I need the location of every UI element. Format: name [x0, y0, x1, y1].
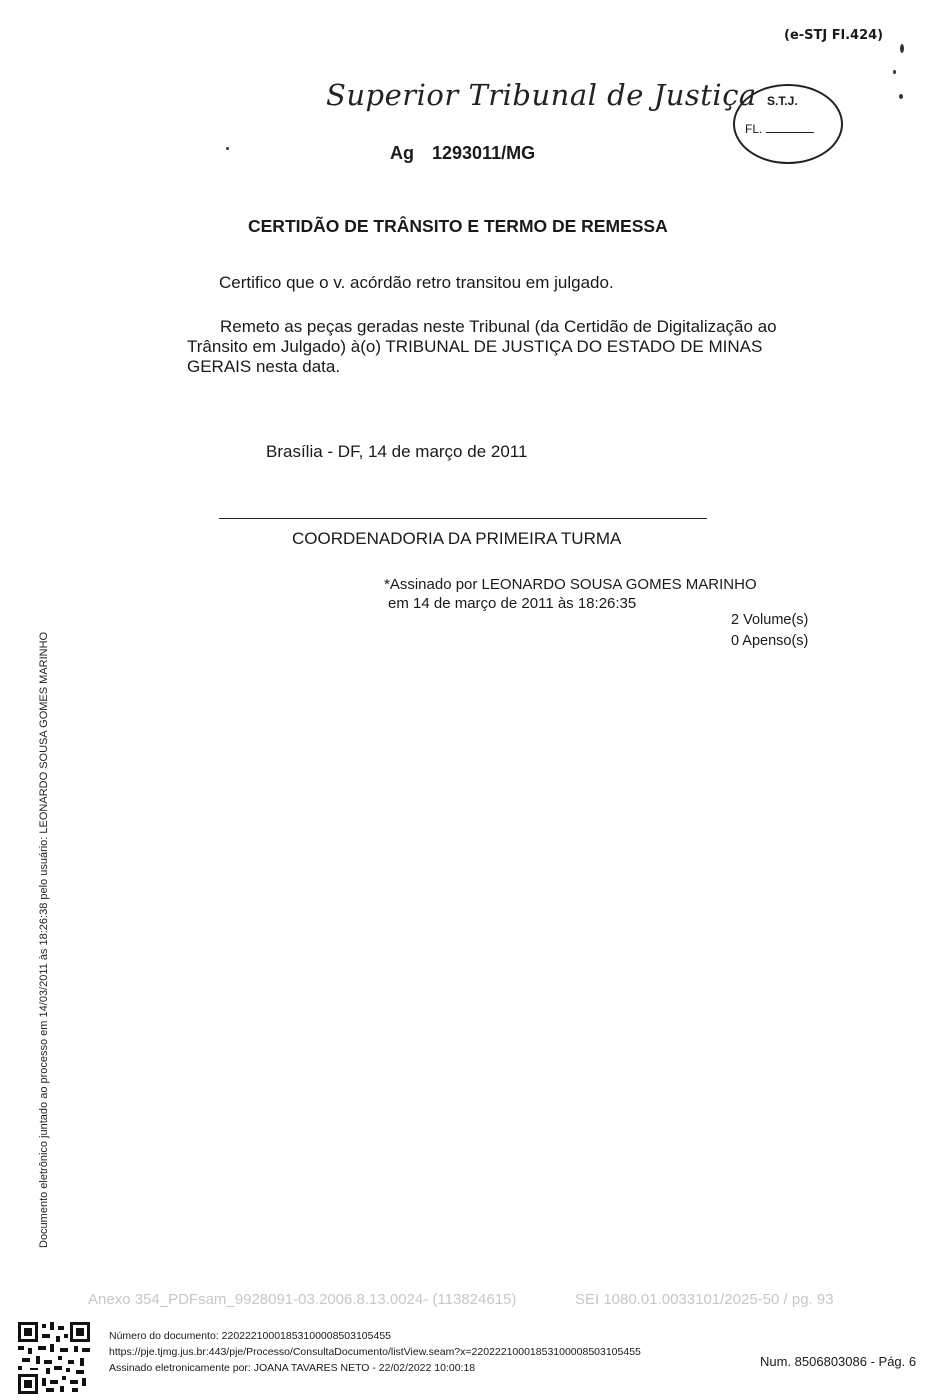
stamp-fl-label: FL.	[745, 122, 763, 136]
apensos-count: 0 Apenso(s)	[731, 633, 809, 649]
qr-code-icon	[18, 1322, 90, 1394]
remittance-paragraph: Remeto as peças geradas neste Tribunal (da Certidão de Digitalização ao Trânsito em Julgado) à(o) TRIBUNAL DE JUSTIÇA DO ESTADO DE MINAS GERAIS nesta data.	[187, 317, 777, 376]
document-number: Número do documento: 22022210001853100008503105455	[109, 1330, 391, 1342]
electronic-signature: Assinado eletronicamente por: JOANA TAVARES NETO - 22/02/2022 10:00:18	[109, 1362, 476, 1374]
signature-line	[219, 518, 707, 519]
stamp-top: S.T.J.	[767, 94, 798, 108]
case-number	[390, 143, 553, 164]
scan-speck	[900, 44, 904, 53]
signatory-office: COORDENADORIA DA PRIMEIRA TURMA	[292, 529, 622, 548]
side-note: Documento eletrônico juntado ao processo em 14/03/2011 às 18:26:38 pelo usuário: LEONARDO SOUSA GOMES MARINHO	[38, 631, 50, 1248]
page-reference: (e-STJ Fl.424)	[784, 28, 884, 43]
court-name: Superior Tribunal de Justiça	[326, 78, 757, 112]
stamp-fl	[745, 122, 814, 136]
volumes-count: 2 Volume(s)	[731, 612, 809, 628]
place-date: Brasília - DF, 14 de março de 2011	[266, 442, 528, 461]
certification-paragraph: Certifico que o v. acórdão retro transitou em julgado.	[219, 273, 614, 292]
signed-at: em 14 de março de 2011 às 18:26:35	[388, 595, 637, 612]
consultation-url[interactable]: https://pje.tjmg.jus.br:443/pje/Processo/ConsultaDocumento/listView.seam?x=22022210001853100008503105455	[109, 1346, 641, 1358]
watermark-anexo: Anexo 354_PDFsam_9928091-03.2006.8.13.0024- (113824615)	[88, 1291, 517, 1308]
document-title: CERTIDÃO DE TRÂNSITO E TERMO DE REMESSA	[248, 216, 668, 236]
stj-stamp	[733, 84, 843, 164]
page-number: Num. 8506803086 - Pág. 6	[760, 1354, 917, 1369]
scan-speck	[893, 70, 896, 74]
watermark-sei: SEI 1080.01.0033101/2025-50 / pg. 93	[575, 1291, 834, 1308]
signed-by: *Assinado por LEONARDO SOUSA GOMES MARINHO	[384, 576, 757, 593]
scan-speck	[899, 94, 903, 99]
case-id: 1293011/MG	[432, 143, 536, 163]
case-prefix: Ag	[390, 143, 414, 163]
scan-speck	[226, 147, 229, 150]
